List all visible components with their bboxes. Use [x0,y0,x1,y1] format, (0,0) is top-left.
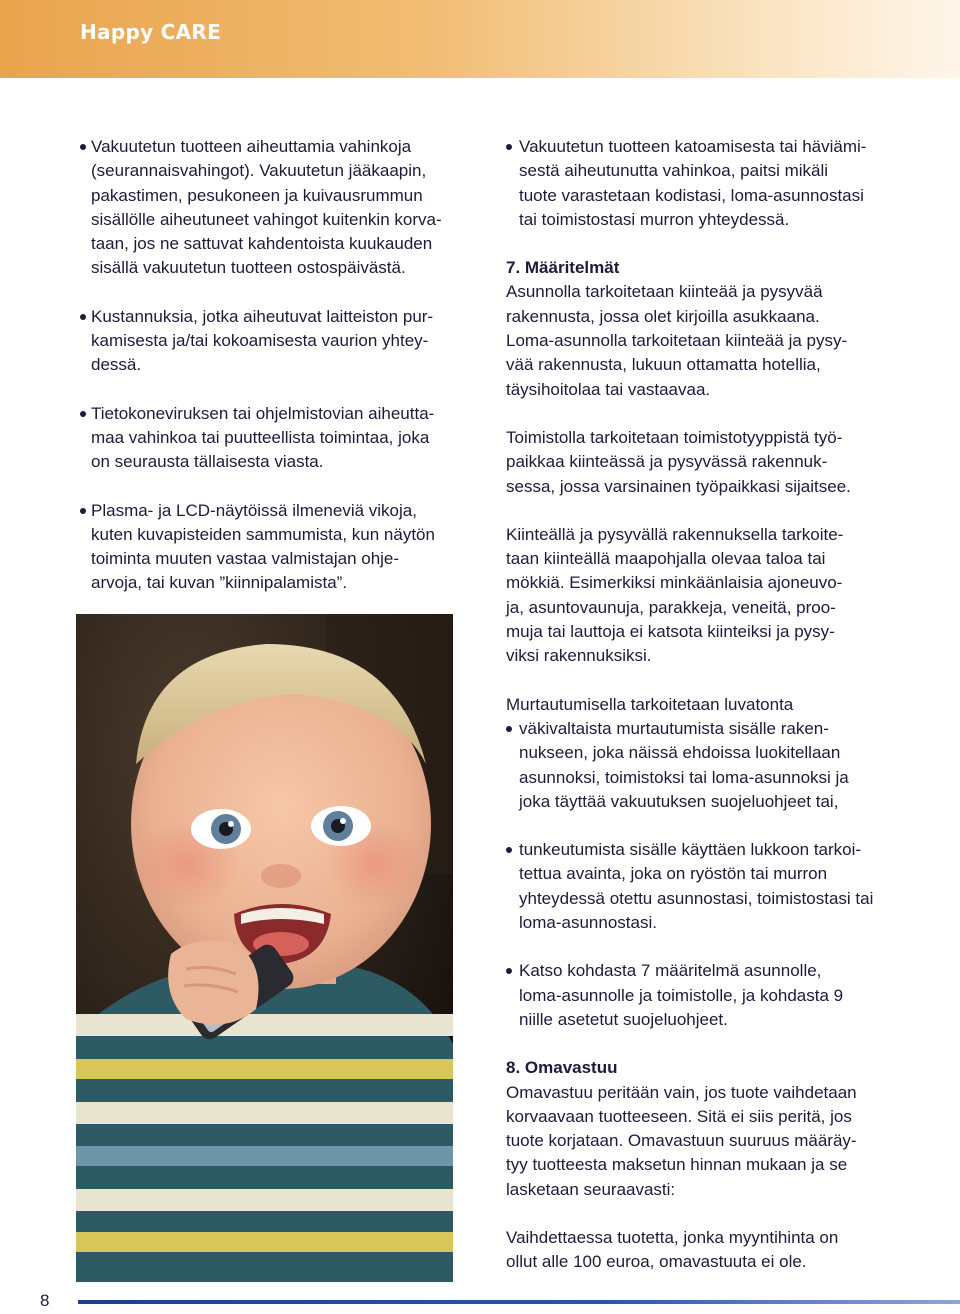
paragraph: Toimistolla tarkoitetaan toimistotyyppistä työ- paikkaa kiinteässä ja pysyvässä rakennuk- sessa, jossa varsinainen työpaikkasi sijaitsee. [506,427,851,496]
list-item-text: Tietokoneviruksen tai ohjelmistovian aiheutta- maa vahinkoa tai puutteellista toimintaa, joka on seurausta tällaisesta viasta. [91,403,435,472]
list-item-text: Katso kohdasta 7 määritelmä asunnolle, loma-asunnolle ja toimistolle, ja kohdasta 9 niille asetetut suojeluohjeet. [519,961,844,1029]
list-item [506,959,896,1032]
list-item [78,135,453,281]
footer-rule [78,1300,960,1304]
list-item-text: Vakuutetun tuotteen aiheuttamia vahinkoja (seurannaisvahingot). Vakuutetun jääkaapin, pakastimen, pesukoneen ja kuivausrummun sisällölle aiheutuneet vahingot kuitenkin korva- taan, jos ne sattuvat kahdentoista kuukauden sisällä vakuutetun tuotteen ostospäivästä. [91,137,442,278]
brand-title: Happy CARE [80,20,222,44]
list-item-text: Kustannuksia, jotka aiheutuvat laitteiston pur- kamisesta ja/tai kokoamisesta vaurion yhtey- dessä. [91,306,434,375]
list-item [78,402,453,475]
left-column [78,135,453,596]
baby-photo-illustration [76,614,453,1282]
list-item-text: Vakuutetun tuotteen katoamisesta tai häviämi- sestä aiheutunutta vahinkoa, paitsi mikäli tuote varastetaan kodistasi, loma-asunnostasi tai toimistostasi murron yhteydessä. [519,137,867,229]
paragraph: Asunnolla tarkoitetaan kiinteää ja pysyvää rakennusta, jossa olet kirjoilla asukkaana. Loma-asunnolla tarkoitetaan kiinteää ja pysy- vää rakennusta, lukuun ottamatta hotellia, täysihoitolaa tai vastaavaa. [506,282,848,399]
section-8-heading: 8. Omavastuu [506,1058,618,1078]
header-bar [0,0,960,78]
list-item [506,838,896,935]
page-number: 8 [40,1291,50,1310]
list-item-text: tunkeutumista sisälle käyttäen lukkoon tarkoi- tettua avainta, joka on ryöstön tai murron yhteydessä otettu asunnostasi, toimistostasi tai loma-asunnostasi. [519,840,874,933]
list-item-text: Plasma- ja LCD-näytöissä ilmeneviä vikoja, kuten kuvapisteiden sammumista, kun näytön toiminta muuten vastaa valmistajan ohje- arvoja, tai kuvan ”kiinnipalamista”. [91,500,435,593]
baby-photo [76,614,453,1282]
right-column [506,135,896,1275]
paragraph: Omavastuu peritään vain, jos tuote vaihdetaan korvaavaan tuotteeseen. Sitä ei siis peritä, jos tuote korjataan. Omavastuun suuruus määräy- tyy tuotteesta maksetun hinnan mukaan ja se lasketaan seuraavasti: [506,1082,857,1199]
list-item [78,305,453,378]
list-item [506,717,896,814]
list-item [78,499,453,596]
list-item-text: väkivaltaista murtautumista sisälle raken- nukseen, joka näissä ehdoissa luokitellaan asunnoksi, toimistoksi tai loma-asunnoksi ja joka täyttää vakuutuksen suojeluohjeet tai, [519,718,849,811]
paragraph: Kiinteällä ja pysyvällä rakennuksella tarkoite- taan kiinteällä maapohjalla olevaa taloa tai mökkiä. Esimerkiksi minkäänlaisia ajoneuvo- ja, asuntovaunuja, parakkeja, veneitä, proo- muja tai lauttoja ei katsota kiinteiksi ja pysy- viksi rakennuksiksi. [506,524,844,666]
paragraph: Vaihdettaessa tuotetta, jonka myyntihinta on ollut alle 100 euroa, omavastuuta ei ole. [506,1227,839,1272]
paragraph: Murtautumisella tarkoitetaan luvatonta [506,694,794,714]
section-7-heading: 7. Määritelmät [506,258,620,278]
list-item [506,135,896,232]
